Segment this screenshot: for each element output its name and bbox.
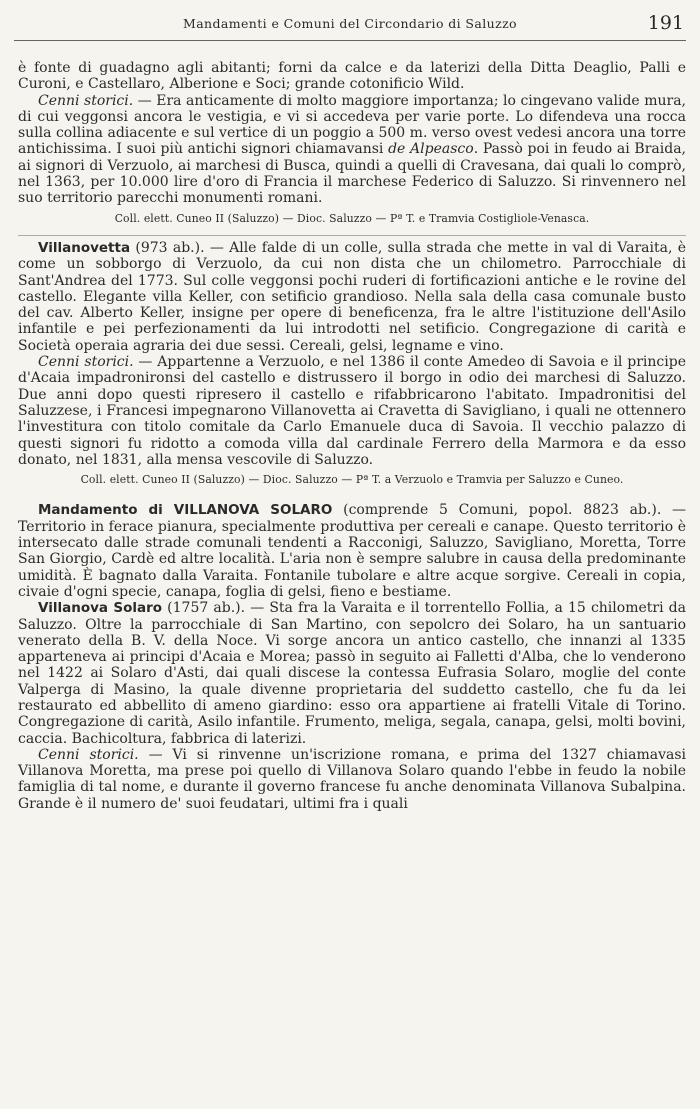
paragraph-text: — Vi si rinvenne un'iscrizione romana, e prima del 1327 chiamavasi Villanova Moretta, ma prese poi quello di Villanova Solaro quando l'ebbe in feudo la nobile famiglia di tal nome, e durante il governo francese fu anche denominata Villanova Subalpina. Grande è il numero de' suoi feudatari, ultimi fra i quali (18, 746, 687, 812)
header-title: Mandamenti e Comuni del Circondario di Saluzzo (183, 16, 517, 31)
entry-title: Mandamento di VILLANOVA SOLARO (38, 502, 333, 519)
paragraph-text: (973 ab.). — Alle falde di un colle, sulla strada che mette in val di Varaita, è come un sobborgo di Verzuolo, da cui non dista che un chilometro. Parrocchiale di Sant'Andrea del 1773. Sul colle veggonsi pochi ruderi di fortificazioni antiche e le rovine del castello. Elegante villa Keller, con setificio grandioso. Nella sala della casa comunale busto del cav. Alberto Keller, insigne per opere di beneficenza, fra le altre l'istituzione dell'Asilo infantile e pei perfezionamenti da lui introdotti nel setificio. Congregazione di carità e Società operaia agraria dei due sessi. Cereali, gelsi, legname e vino. (18, 239, 686, 354)
paragraph-text: — Appartenne a Verzuolo, e nel 1386 il conte Amedeo di Savoia e il principe d'Acaia impadronironsi del castello e distrussero il borgo in odio dei marchesi di Saluzzo. Due anni dopo questi ripresero il castello e rifabbricarono l'abitato. Impadronitisi del Saluzzese, i Francesi impegnarono Villanovetta ai Cravetta di Savigliano, i quali ne ottennero l'investitura con titolo comitale da Carlo Emanuele duca di Savoia. Il vecchio palazzo di questi signori fu ridotto a comoda villa dal cardinale Ferrero della Marmora e da esso donato, nel 1831, alla mensa vescovile di Saluzzo. (18, 354, 686, 468)
paragraph-historical-notes (18, 93, 686, 207)
paragraph-text: è fonte di guadagno agli abitanti; forni da calce e da laterizi della Ditta Deaglio, Palli e Curoni, e Castellaro, Alberione e Soci; grande cotonificio Wild. (18, 60, 686, 93)
paragraph-continuation (18, 60, 686, 93)
entry-title: Villanovetta (38, 239, 131, 256)
entry-title: Villanova Solaro (38, 600, 163, 617)
entry-villanova-solaro (18, 600, 686, 747)
divider (18, 235, 686, 236)
paragraph-text: . Passò poi in feudo ai Braida, ai signori di Verzuolo, ai marchesi di Busca, quindi a quelli di Cravesana, dai quali lo comprò, nel 1363, per 10.000 lire d'oro di Francia il marchese Federico di Saluzzo. Si rinvennero nel suo territorio parecchi monumenti romani. (18, 141, 686, 207)
paragraph-historical-notes (18, 747, 686, 812)
entry-mandamento (18, 502, 686, 600)
paragraph-historical-notes (18, 354, 686, 468)
entry-villanovetta (18, 240, 686, 354)
section-lead: Cenni storici. (38, 354, 134, 371)
paragraph-text: — Era anticamente di molto maggiore importanza; lo cingevano valide mura, di cui veggonsi ancora le vestigia, e vi si accedeva per varie porte. Lo difendeva una rocca sulla collina adiacente e sul vertice di un poggio a 500 m. verso ovest vedesi ancora una torre antichissima. I suoi più antichi signori chiamavansi (18, 92, 686, 158)
section-lead: Cenni storici. (38, 746, 139, 763)
body-text (18, 60, 686, 812)
section-lead: Cenni storici. (38, 92, 134, 109)
italic-term: de Alpeasco (388, 141, 474, 158)
paragraph-text: (1757 ab.). — Sta fra la Varaita e il torrentello Follia, a 15 chilometri da Saluzzo. Oltre la parrocchiale di San Martino, con sepolcro dei Solaro, ha un santuario venerato della B. V. della Noce. Vi sorge ancora un antico castello, che innanzi al 1335 apparteneva ai principi d'Acaia e Morea; passò in seguito ai Falletti d'Alba, che lo venderono nel 1422 ai Solaro d'Asti, dai quali discese la contessa Eufrasia Solaro, moglie del conte Valperga di Masino, la quale divenne proprietaria del suddetto castello, che fu da lei restaurato ed abbellito di ameno giardino: esso ora appartiene ai fratelli Vitale di Torino. Congregazione di carità, Asilo infantile. Frumento, meliga, segala, canapa, gelsi, molti bovini, caccia. Bachicoltura, fabbrica di laterizi. (18, 600, 686, 747)
electoral-info: Coll. elett. Cuneo II (Saluzzo) — Dioc. Saluzzo — Pª T. a Verzuolo e Tramvia per Saluzzo e Cuneo. (80, 473, 624, 487)
paragraph-text: (comprende 5 Comuni, popol. 8823 ab.). — Territorio in ferace pianura, specialmente produttiva per cereali e canape. Questo territorio è intersecato dalle strade comunali tendenti a Racconigi, Saluzzo, Savigliano, Moretta, Torre San Giorgio, Cardè ed altre località. L'aria non è sempre salubre in causa della predominante umidità. È bagnato dalla Varaita. Fontanile tubolare e altre acque sorgive. Cereali in copia, civaie d'ogni specie, canapa, foglia di gelsi, fieno e bestiame. (18, 502, 686, 600)
running-header (14, 10, 686, 41)
electoral-info: Coll. elett. Cuneo II (Saluzzo) — Dioc. Saluzzo — Pª T. e Tramvia Costigliole-Venasca. (114, 211, 590, 225)
page-number: 191 (647, 12, 684, 34)
